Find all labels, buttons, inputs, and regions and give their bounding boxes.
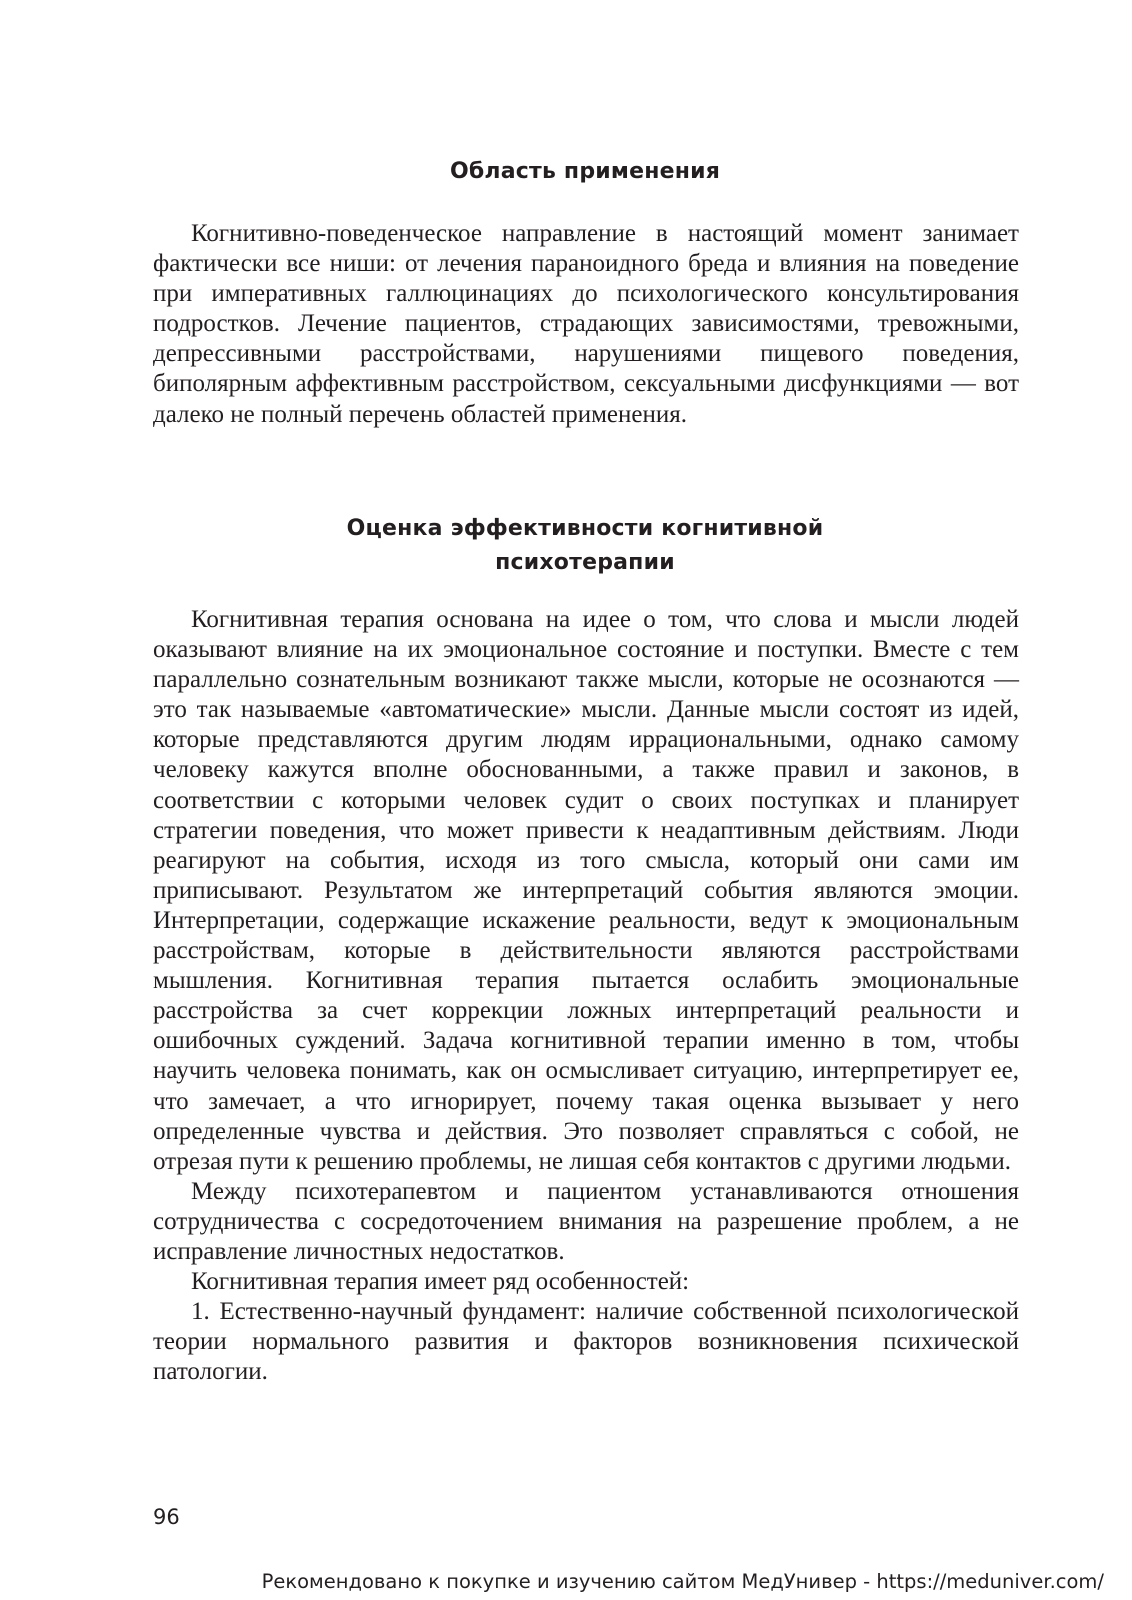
paragraph: Когнитивно-поведенческое направление в настоящий момент занимает фактически все ниши: от лечения параноидного бреда и влияния на поведение при императивных галлюцинациях до психологического консультирования подростков. Лечение пациентов, страдающих зависимостями, тревожными, депрессивными расстройствами, нарушениями пищевого поведения, биполярным аффективным расстройством, сексуальными дисфункциями — вот далеко не полный перечень областей применения. [153, 220, 1019, 428]
paragraph: Когнитивная терапия основана на идее о том, что слова и мысли людей оказывают влияние на их эмоциональное состояние и поступки. Вместе с тем параллельно сознательным возникают также мысли, которые не осознаются — это так называемые «автоматические» мысли. Данные мысли состоят из идей, которые представляются другим людям иррациональными, однако самому человеку кажутся вполне обоснованными, а также правил и законов, в соответствии с которыми человек судит о своих поступках и планирует стратегии поведения, что может привести к неадаптивным действиям. Люди реагируют на события, исходя из того смысла, который они сами им приписывают. Результатом же интерпретаций события являются эмоции. Интерпретации, содержащие искажение реальности, ведут к эмоциональным расстройствам, которые в действительности являются расстройствами мышления. Когнитивная терапия пытается ослабить эмоциональные расстройства за счет коррекции ложных интерпретаций реальности и ошибочных суждений. Задача когнитивной терапии именно в том, чтобы научить человека понимать, как он осмысливает ситуацию, интерпретирует ее, что замечает, а что игнорирует, почему такая оценка вызывает у него определенные чувства и действия. Это позволяет справляться с собой, не отрезая пути к решению проблемы, не лишая себя контактов с другими людьми. [153, 606, 1019, 1175]
paragraph: Когнитивная терапия имеет ряд особенностей: [191, 1268, 690, 1296]
section-heading-scope [150, 155, 1020, 189]
section-body-effectiveness [153, 605, 1019, 1387]
section-heading-effectiveness [150, 512, 1020, 580]
section-heading-effectiveness-line2: психотерапии [495, 550, 675, 575]
paragraph: Между психотерапевтом и пациентом устанавливаются отношения сотрудничества с сосредоточением внимания на разрешение проблем, а не исправление личностных недостатков. [153, 1177, 1019, 1265]
footer-recommendation-note: Рекомендовано к покупке и изучению сайтом МедУнивер - https://meduniver.com/ [261, 1570, 1104, 1593]
section-heading-effectiveness-line1: Оценка эффективности когнитивной [346, 516, 824, 541]
paragraph: 1. Естественно-научный фундамент: наличие собственной психологической теории нормального развития и факторов возникновения психической патологии. [153, 1298, 1019, 1386]
section-body-scope [153, 219, 1019, 430]
section-heading-scope-text: Область применения [449, 159, 721, 184]
page-number: 96 [153, 1505, 180, 1529]
